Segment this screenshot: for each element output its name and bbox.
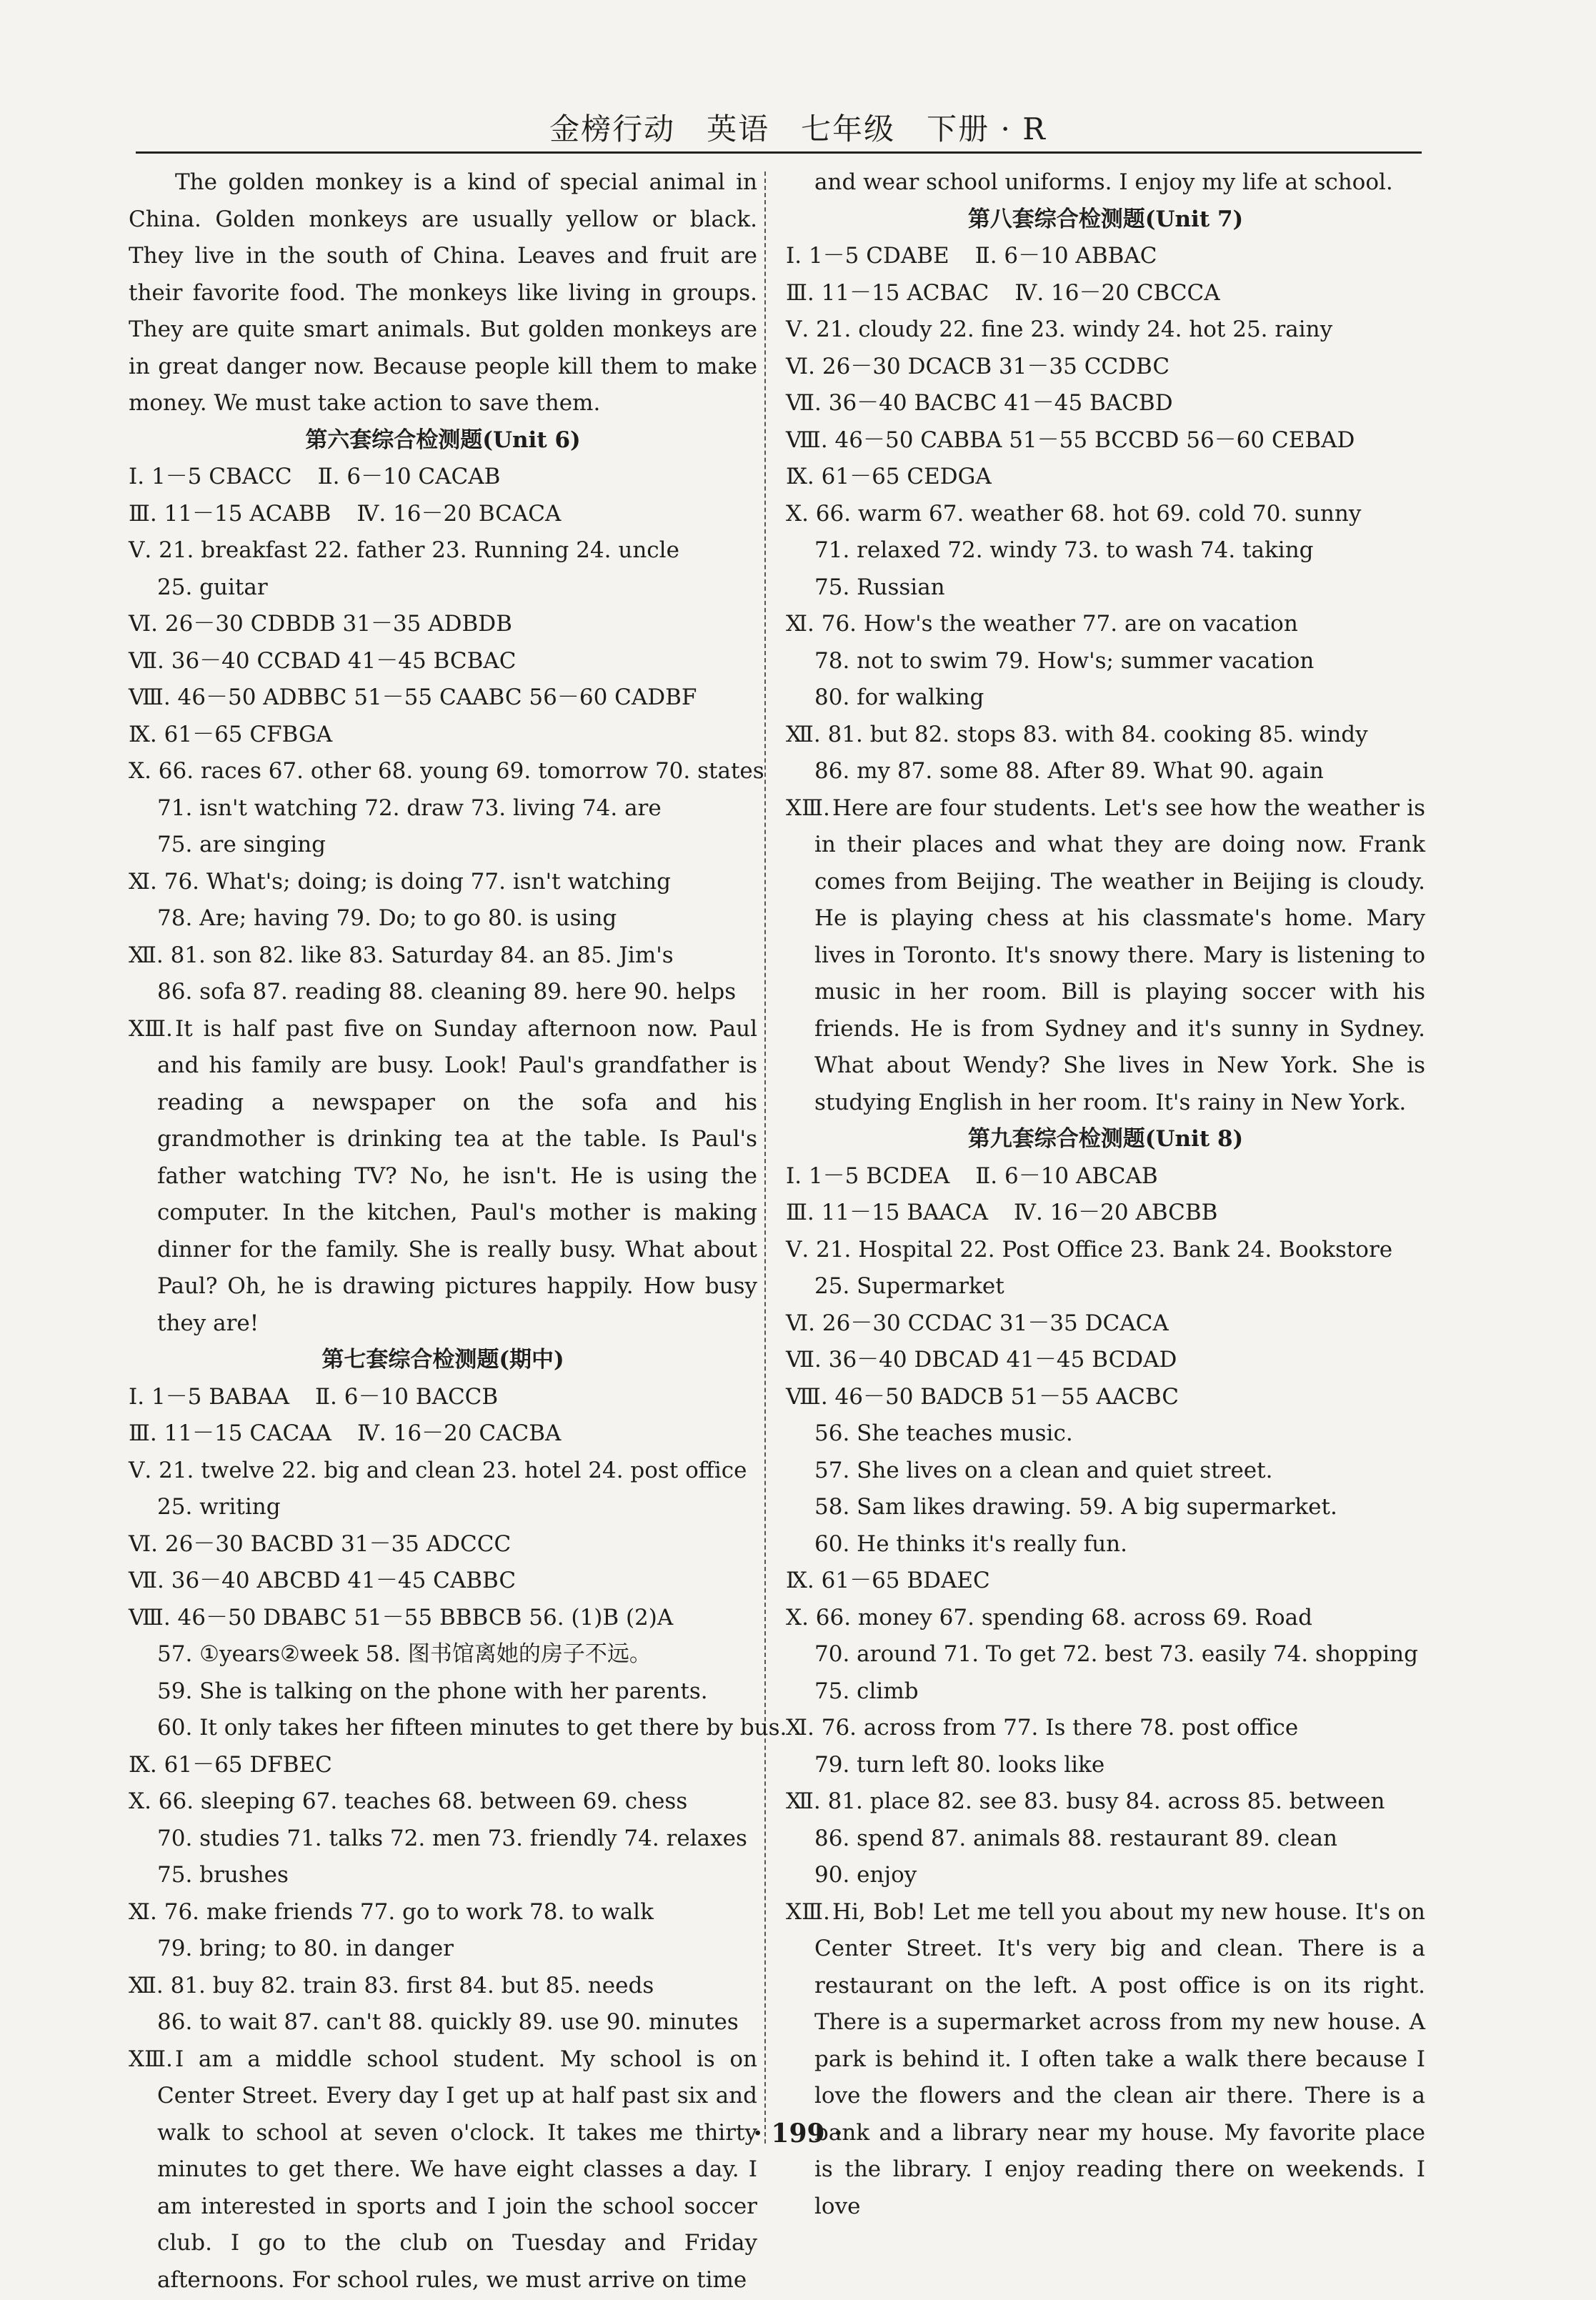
column-divider — [764, 171, 766, 2144]
answer-line: 86. to wait 87. can't 88. quickly 89. use 90. minutes — [157, 2009, 739, 2035]
paragraph: The golden monkey is a kind of special animal in China. Golden monkeys are usually yellow or black. They live in the south of China. Leaves and fruit are their favorite food. The monkeys like living in groups. They are quite smart animals. But golden monkeys are in great danger now. Because people kill them to make money. We must take action to save them. — [129, 169, 757, 416]
answer-line: 75. are singing — [157, 832, 326, 857]
section-title: 第八套综合检测题(Unit 7) — [967, 206, 1244, 232]
answer-line: 86. sofa 87. reading 88. cleaning 89. here 90. helps — [157, 979, 737, 1005]
answer-line: Ⅵ. 26－30 BACBD 31－35 ADCCC — [129, 1530, 512, 1557]
answer-line: 90. enjoy — [814, 1862, 917, 1888]
answer-line: 86. spend 87. animals 88. restaurant 89. clean — [814, 1825, 1337, 1851]
roman-numeral: ⅩⅢ. — [129, 2046, 173, 2072]
answer-line: Ⅵ. 26－30 CDBDB 31－35 ADBDB — [129, 611, 512, 637]
answer-line: 56. She teaches music. — [814, 1420, 1073, 1446]
writing-answer — [786, 1894, 1425, 2226]
answer-line: 60. It only takes her fifteen minutes to get there by bus. — [157, 1715, 787, 1741]
answer-line: Ⅹ. 66. warm 67. weather 68. hot 69. cold 70. sunny — [786, 500, 1362, 527]
answer-line: Ⅺ. 76. What's; doing; is doing 77. isn't watching — [129, 868, 671, 895]
answer-line: 25. writing — [157, 1494, 281, 1520]
answer-line: Ⅹ. 66. races 67. other 68. young 69. tomorrow 70. states — [129, 758, 764, 784]
answer-line: 86. my 87. some 88. After 89. What 90. again — [814, 758, 1324, 784]
answer-line: Ⅹ. 66. sleeping 67. teaches 68. between 69. chess — [129, 1788, 688, 1814]
answer-line: Ⅺ. 76. How's the weather 77. are on vacation — [786, 611, 1298, 637]
section-title: 第七套综合检测题(期中) — [321, 1347, 564, 1373]
writing-answer — [129, 2041, 757, 2299]
answer-line: 80. for walking — [814, 684, 984, 710]
answer-line: Ⅻ. 81. son 82. like 83. Saturday 84. an 85. Jim's — [129, 942, 674, 968]
answer-line: Ⅻ. 81. place 82. see 83. busy 84. across 85. between — [786, 1788, 1385, 1814]
writing-answer — [129, 1011, 757, 1343]
left-column — [129, 164, 787, 2299]
answer-line: Ⅸ. 61－65 BDAEC — [786, 1568, 990, 1593]
answer-line: Ⅲ. 11－15 CACAA Ⅳ. 16－20 CACBA — [129, 1420, 562, 1446]
answer-line: Ⅶ. 36－40 DBCAD 41－45 BCDAD — [786, 1347, 1177, 1373]
answer-line: 75. Russian — [814, 574, 945, 600]
answer-line: Ⅰ. 1－5 BCDEA Ⅱ. 6－10 ABCAB — [786, 1163, 1158, 1189]
answer-line: Ⅷ. 46－50 ADBBC 51－55 CAABC 56－60 CADBF — [129, 684, 697, 710]
answer-line: 25. Supermarket — [814, 1273, 1004, 1299]
answer-line: Ⅲ. 11－15 BAACA Ⅳ. 16－20 ABCBB — [786, 1200, 1218, 1225]
paragraph: I am a middle school student. My school is on Center Street. Every day I get up at half past six and walk to school at seven o'clock. It takes me thirty minutes to get there. We have eight classes a day. I am interested in sports and I join the school soccer club. I go to the club on Tuesday and Friday afternoons. For school rules, we must arrive on time — [157, 2046, 757, 2293]
answer-line: Ⅶ. 36－40 BACBC 41－45 BACBD — [786, 390, 1173, 416]
answer-line: Ⅸ. 61－65 CEDGA — [786, 464, 992, 489]
paragraph: It is half past five on Sunday afternoon now. Paul and his family are busy. Look! Paul's grandfather is reading a newspaper on the sofa and his grandmother is drinking tea at the table. Is Paul's father watching TV? No, he isn't. He is using the computer. In the kitchen, Paul's mother is making dinner for the family. She is really busy. What about Paul? Oh, he is drawing pictures happily. How busy they are! — [157, 1015, 757, 1336]
paragraph: Hi, Bob! Let me tell you about my new house. It's on Center Street. It's very big and clean. There is a restaurant on the left. A post office is on its right. There is a supermarket across from my new house. A park is behind it. I often take a walk there because I love the flowers and the clean air there. There is a bank and a library near my house. My favorite place is the library. I enjoy reading there on weekends. I love — [814, 1898, 1425, 2219]
answer-line: Ⅶ. 36－40 CCBAD 41－45 BCBAC — [129, 647, 517, 674]
paragraph: Here are four students. Let's see how the weather is in their places and what they are doing now. Frank comes from Beijing. The weather in Beijing is cloudy. He is playing chess at his classmate's home. Mary lives in Toronto. It's snowy there. Mary is listening to music in her room. Bill is playing soccer with his friends. He is from Sydney and it's sunny in Sydney. What about Wendy? She lives in New York. She is studying English in her room. It's rainy in New York. — [814, 795, 1425, 1115]
answer-line: 25. guitar — [157, 574, 268, 600]
answer-line: Ⅷ. 46－50 DBABC 51－55 BBBCB 56. (1)B (2)A — [129, 1604, 674, 1631]
answer-line: Ⅰ. 1－5 BABAA Ⅱ. 6－10 BACCB — [129, 1383, 499, 1410]
right-column — [786, 164, 1425, 2225]
page-number: · 199 · — [753, 2119, 843, 2149]
answer-line: Ⅻ. 81. buy 82. train 83. first 84. but 85. needs — [129, 1972, 654, 1998]
answer-line: Ⅵ. 26－30 DCACB 31－35 CCDBC — [786, 353, 1170, 379]
answer-line: 58. Sam likes drawing. 59. A big supermarket. — [814, 1494, 1337, 1520]
answer-line: 78. not to swim 79. How's; summer vacation — [814, 647, 1315, 674]
answer-line: 60. He thinks it's really fun. — [814, 1530, 1127, 1557]
paragraph-continuation: and wear school uniforms. I enjoy my life at school. — [814, 169, 1393, 195]
answer-line: Ⅸ. 61－65 CFBGA — [129, 721, 333, 747]
roman-numeral: ⅩⅢ. — [129, 1015, 173, 1042]
answer-line: 75. climb — [814, 1678, 919, 1704]
answer-line: 57. ①years②week 58. 图书馆离她的房子不远。 — [157, 1641, 652, 1667]
section-title: 第六套综合检测题(Unit 6) — [305, 427, 581, 453]
answer-line: Ⅹ. 66. money 67. spending 68. across 69. Road — [786, 1604, 1312, 1631]
writing-answer — [786, 790, 1425, 1122]
answer-line: Ⅷ. 46－50 CABBA 51－55 BCCBD 56－60 CEBAD — [786, 427, 1355, 453]
answer-line: Ⅺ. 76. make friends 77. go to work 78. to walk — [129, 1898, 654, 1925]
answer-line: 75. brushes — [157, 1862, 289, 1888]
answer-line: 71. relaxed 72. windy 73. to wash 74. taking — [814, 537, 1314, 563]
answer-line: 78. Are; having 79. Do; to go 80. is using — [157, 905, 617, 931]
answer-line: 59. She is talking on the phone with her parents. — [157, 1678, 708, 1704]
answer-line: 70. around 71. To get 72. best 73. easily 74. shopping — [814, 1641, 1418, 1667]
roman-numeral: ⅩⅢ. — [786, 1898, 830, 1925]
answer-line: Ⅲ. 11－15 ACABB Ⅳ. 16－20 BCACA — [129, 500, 562, 527]
header-rule — [136, 151, 1422, 154]
answer-line: Ⅸ. 61－65 DFBEC — [129, 1751, 332, 1778]
answer-line: 79. turn left 80. looks like — [814, 1751, 1105, 1778]
answer-line: Ⅴ. 21. Hospital 22. Post Office 23. Bank 24. Bookstore — [786, 1236, 1393, 1263]
answer-line: 79. bring; to 80. in danger — [157, 1936, 454, 1961]
answer-line: Ⅺ. 76. across from 77. Is there 78. post office — [786, 1715, 1299, 1741]
page-header-title: 金榜行动 英语 七年级 下册 · R — [549, 111, 1047, 146]
answer-line: 57. She lives on a clean and quiet street. — [814, 1457, 1273, 1483]
answer-line: 70. studies 71. talks 72. men 73. friendly 74. relaxes — [157, 1825, 747, 1851]
section-title: 第九套综合检测题(Unit 8) — [967, 1126, 1244, 1152]
answer-line: Ⅰ. 1－5 CDABE Ⅱ. 6－10 ABBAC — [786, 243, 1157, 269]
roman-numeral: ⅩⅢ. — [786, 795, 830, 821]
answer-line: Ⅴ. 21. cloudy 22. fine 23. windy 24. hot 25. rainy — [786, 317, 1333, 342]
answer-line: Ⅶ. 36－40 ABCBD 41－45 CABBC — [129, 1568, 517, 1593]
answer-line: Ⅷ. 46－50 BADCB 51－55 AACBC — [786, 1383, 1179, 1410]
answer-line: 71. isn't watching 72. draw 73. living 74. are — [157, 795, 662, 821]
answer-line: Ⅻ. 81. but 82. stops 83. with 84. cooking 85. windy — [786, 721, 1368, 747]
answer-line: Ⅴ. 21. breakfast 22. father 23. Running 24. uncle — [129, 537, 679, 563]
answer-line: Ⅵ. 26－30 CCDAC 31－35 DCACA — [786, 1310, 1169, 1336]
answer-line: Ⅰ. 1－5 CBACC Ⅱ. 6－10 CACAB — [129, 464, 501, 489]
answer-line: Ⅲ. 11－15 ACBAC Ⅳ. 16－20 CBCCA — [786, 279, 1220, 306]
answer-line: Ⅴ. 21. twelve 22. big and clean 23. hotel 24. post office — [129, 1457, 747, 1483]
